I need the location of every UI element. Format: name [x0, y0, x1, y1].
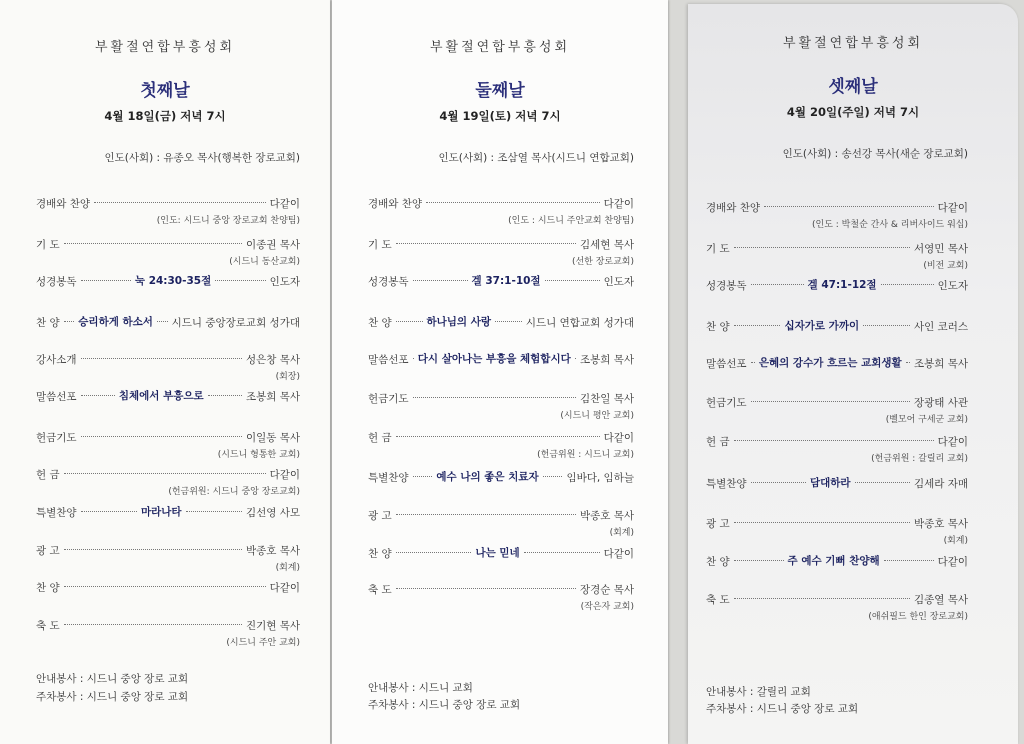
item-note: (회계)	[609, 528, 634, 538]
item-person: 박종호 목사	[913, 518, 968, 530]
item-person: 다같이	[603, 432, 634, 444]
service-leader: 인도(사회) : 조삼열 목사(시드니 연합교회)	[438, 152, 634, 164]
dot-leader	[64, 586, 266, 587]
item-label: 경배와 찬양	[706, 202, 761, 214]
program-item	[706, 241, 968, 271]
dot-leader	[863, 325, 910, 326]
program-item	[36, 352, 300, 382]
item-label: 광 고	[36, 545, 60, 557]
item-person: 진기현 목사	[245, 620, 300, 632]
item-person: 조봉희 목사	[913, 358, 968, 370]
service-leader: 인도(사회) : 유종오 목사(행복한 장로교회)	[104, 152, 300, 164]
item-title: 담대하라	[809, 477, 851, 489]
program-item	[36, 237, 300, 267]
item-label: 특별찬양	[368, 472, 409, 484]
item-note: (인도 : 시드니 주안교회 찬양팀)	[508, 216, 634, 226]
day-title: 첫째날	[140, 81, 190, 101]
item-person: 인도자	[937, 280, 968, 292]
dot-leader	[413, 476, 433, 477]
dot-leader	[186, 511, 242, 512]
item-label: 특별찬양	[706, 478, 747, 490]
item-label: 축 도	[706, 594, 730, 606]
dot-leader	[524, 552, 600, 553]
dot-leader	[545, 280, 600, 281]
program-item	[368, 315, 634, 335]
item-label: 특별찬양	[36, 507, 77, 519]
program-item	[706, 434, 968, 464]
item-note: (회계)	[943, 536, 968, 546]
item-note: (회계)	[275, 563, 300, 573]
item-person: 조봉희 목사	[579, 354, 634, 366]
program-item	[368, 196, 634, 226]
dot-leader	[64, 321, 75, 322]
program-item	[706, 319, 968, 339]
program-item	[706, 516, 968, 546]
dot-leader	[734, 560, 784, 561]
item-label: 축 도	[368, 584, 392, 596]
item-label: 성경봉독	[368, 276, 409, 288]
dot-leader	[495, 321, 522, 322]
dot-leader	[157, 321, 168, 322]
parking-service: 주차봉사 : 시드니 중앙 장로 교회	[36, 691, 189, 703]
item-label: 찬 양	[36, 317, 60, 329]
item-person: 이일동 목사	[245, 432, 300, 444]
item-title: 승리하게 하소서	[78, 316, 153, 328]
program-item	[368, 274, 634, 294]
item-person: 시드니 중앙장로교회 성가대	[171, 317, 300, 329]
dot-leader	[734, 440, 934, 441]
item-note: (시드니 동산교회)	[229, 257, 300, 267]
dot-leader	[208, 395, 242, 396]
event-header: 부활절연합부흥성회	[94, 40, 236, 55]
parking-service: 주차봉사 : 시드니 중앙 장로 교회	[368, 699, 521, 711]
item-title: 겔 47:1-12절	[807, 279, 877, 291]
item-title: 은혜의 강수가 흐르는 교회생활	[758, 357, 902, 369]
item-person: 박종호 목사	[579, 510, 634, 522]
program-item	[706, 476, 968, 496]
program-item	[36, 505, 300, 525]
dot-leader	[81, 436, 242, 437]
dot-leader	[81, 280, 131, 281]
program-item	[706, 554, 968, 574]
item-label: 축 도	[36, 620, 60, 632]
program-item	[368, 546, 634, 566]
item-title: 예수 나의 좋은 치료자	[436, 471, 539, 483]
item-title: 눅 24:30-35절	[134, 275, 212, 287]
dot-leader	[764, 206, 934, 207]
item-note: (시드니 형통한 교회)	[217, 450, 300, 460]
item-note: (애쉬필드 한인 장로교회)	[868, 612, 968, 622]
item-person: 박종호 목사	[245, 545, 300, 557]
dot-leader	[64, 624, 242, 625]
item-title: 십자가로 가까이	[784, 320, 860, 332]
dot-leader	[906, 362, 910, 363]
item-person: 조봉희 목사	[245, 391, 300, 403]
dot-leader	[751, 362, 755, 363]
item-person: 다같이	[269, 198, 300, 210]
item-label: 찬 양	[368, 548, 392, 560]
day-title: 둘째날	[475, 81, 525, 101]
dot-leader	[396, 514, 576, 515]
dot-leader	[64, 243, 242, 244]
program-item	[36, 580, 300, 600]
item-person: 다같이	[937, 202, 968, 214]
program-page-day-3	[688, 4, 1018, 744]
item-title: 하나님의 사랑	[426, 316, 492, 328]
program-item	[36, 274, 300, 294]
usher-service: 안내봉사 : 시드니 교회	[368, 682, 473, 694]
program-item	[368, 470, 634, 490]
dot-leader	[426, 202, 600, 203]
item-title: 겔 37:1-10절	[471, 275, 541, 287]
item-note: (헌금위원 : 갈릴리 교회)	[871, 454, 968, 464]
event-header: 부활절연합부흥성회	[782, 36, 924, 51]
item-label: 경배와 찬양	[36, 198, 91, 210]
item-person: 다같이	[937, 436, 968, 448]
dot-leader	[734, 522, 910, 523]
program-item	[706, 592, 968, 622]
item-label: 광 고	[706, 518, 730, 530]
program-item	[368, 508, 634, 538]
item-label: 강사소개	[36, 354, 77, 366]
item-title: 주 예수 기뻐 찬양해	[787, 555, 880, 567]
dot-leader	[855, 482, 910, 483]
dot-leader	[734, 598, 910, 599]
item-note: (작은자 교회)	[580, 602, 634, 612]
event-date: 4월 18일(금) 저녁 7시	[104, 109, 226, 123]
program-item	[368, 582, 634, 612]
dot-leader	[413, 358, 414, 359]
program-item	[36, 430, 300, 460]
dot-leader	[94, 202, 266, 203]
item-label: 헌 금	[706, 436, 730, 448]
item-note: (헌금위원: 시드니 중앙 장로교회)	[168, 487, 300, 497]
item-label: 기 도	[706, 243, 730, 255]
item-person: 다같이	[937, 556, 968, 568]
item-person: 사인 코러스	[913, 321, 968, 333]
dot-leader	[575, 358, 576, 359]
item-person: 인도자	[603, 276, 634, 288]
item-person: 김세현 목사	[579, 239, 634, 251]
program-item	[36, 618, 300, 648]
usher-service: 안내봉사 : 시드니 중앙 장로 교회	[36, 673, 189, 685]
item-label: 말씀선포	[36, 391, 77, 403]
item-person: 시드니 연합교회 성가대	[525, 317, 634, 329]
item-person: 장경순 목사	[579, 584, 634, 596]
item-title: 다시 살아나는 부흥을 체험합시다	[417, 353, 571, 365]
item-label: 찬 양	[706, 321, 730, 333]
item-label: 말씀선포	[368, 354, 409, 366]
item-person: 임바다, 임하늘	[566, 472, 634, 484]
program-item	[36, 389, 300, 409]
dot-leader	[215, 280, 265, 281]
item-label: 기 도	[368, 239, 392, 251]
usher-service: 안내봉사 : 갈릴리 교회	[706, 686, 811, 698]
day-title: 셋째날	[828, 77, 878, 97]
item-title: 침체에서 부흥으로	[118, 390, 204, 402]
event-date: 4월 19일(토) 저녁 7시	[439, 109, 561, 123]
dot-leader	[751, 482, 806, 483]
dot-leader	[396, 436, 600, 437]
item-label: 찬 양	[36, 582, 60, 594]
item-label: 헌금기도	[36, 432, 77, 444]
dot-leader	[81, 511, 137, 512]
item-note: (회장)	[275, 372, 300, 382]
item-person: 김세라 자매	[913, 478, 968, 490]
item-note: (헌금위원 : 시드니 교회)	[537, 450, 634, 460]
dot-leader	[413, 280, 468, 281]
parking-service: 주차봉사 : 시드니 중앙 장로 교회	[706, 703, 859, 715]
dot-leader	[64, 549, 242, 550]
item-label: 헌금기도	[368, 393, 409, 405]
item-note: (선한 장로교회)	[571, 257, 634, 267]
dot-leader	[81, 358, 242, 359]
dot-leader	[396, 552, 472, 553]
program-item	[36, 467, 300, 497]
program-item	[36, 315, 300, 335]
item-title: 나는 믿네	[475, 547, 520, 559]
item-person: 다같이	[269, 582, 300, 594]
dot-leader	[734, 325, 781, 326]
item-person: 김선영 사모	[245, 507, 300, 519]
item-person: 인도자	[269, 276, 300, 288]
dot-leader	[543, 476, 563, 477]
item-person: 장광태 사관	[913, 397, 968, 409]
program-item	[706, 356, 968, 376]
program-item	[706, 200, 968, 230]
dot-leader	[396, 243, 576, 244]
item-label: 찬 양	[368, 317, 392, 329]
dot-leader	[751, 401, 910, 402]
item-person: 이종권 목사	[245, 239, 300, 251]
event-date: 4월 20일(주일) 저녁 7시	[786, 105, 920, 119]
item-title: 마라나타	[140, 506, 182, 518]
program-item	[36, 196, 300, 226]
item-note: (시드니 주안 교회)	[226, 638, 300, 648]
dot-leader	[734, 247, 910, 248]
item-person: 성은창 목사	[245, 354, 300, 366]
program-item	[706, 278, 968, 298]
item-person: 다같이	[603, 198, 634, 210]
item-person: 다같이	[603, 548, 634, 560]
item-person: 다같이	[269, 469, 300, 481]
item-label: 말씀선포	[706, 358, 747, 370]
item-note: (벨모어 구세군 교회)	[885, 415, 968, 425]
program-item	[706, 395, 968, 425]
item-label: 헌 금	[36, 469, 60, 481]
item-label: 헌 금	[368, 432, 392, 444]
dot-leader	[751, 284, 804, 285]
item-label: 광 고	[368, 510, 392, 522]
dot-leader	[413, 397, 576, 398]
item-note: (시드니 평안 교회)	[560, 411, 634, 421]
item-person: 김종열 목사	[913, 594, 968, 606]
dot-leader	[881, 284, 934, 285]
program-item	[368, 237, 634, 267]
dot-leader	[884, 560, 934, 561]
program-page-day-2	[332, 0, 668, 744]
dot-leader	[396, 588, 576, 589]
event-header: 부활절연합부흥성회	[429, 40, 571, 55]
dot-leader	[396, 321, 423, 322]
item-person: 김찬일 목사	[579, 393, 634, 405]
item-person: 서영민 목사	[913, 243, 968, 255]
item-label: 헌금기도	[706, 397, 747, 409]
program-item	[36, 543, 300, 573]
dot-leader	[64, 473, 266, 474]
item-note: (인도: 시드니 중앙 장로교회 찬양팀)	[156, 216, 300, 226]
item-label: 성경봉독	[36, 276, 77, 288]
service-leader: 인도(사회) : 송선강 목사(새순 장로교회)	[782, 148, 968, 160]
dot-leader	[81, 395, 115, 396]
item-note: (인도 : 박철순 간사 & 리버사이드 워십)	[812, 220, 968, 230]
item-label: 찬 양	[706, 556, 730, 568]
item-label: 경배와 찬양	[368, 198, 423, 210]
program-item	[368, 430, 634, 460]
item-note: (비전 교회)	[923, 261, 968, 271]
item-label: 기 도	[36, 239, 60, 251]
item-label: 성경봉독	[706, 280, 747, 292]
program-item	[368, 391, 634, 421]
program-page-day-1	[0, 0, 330, 744]
program-item	[368, 352, 634, 372]
